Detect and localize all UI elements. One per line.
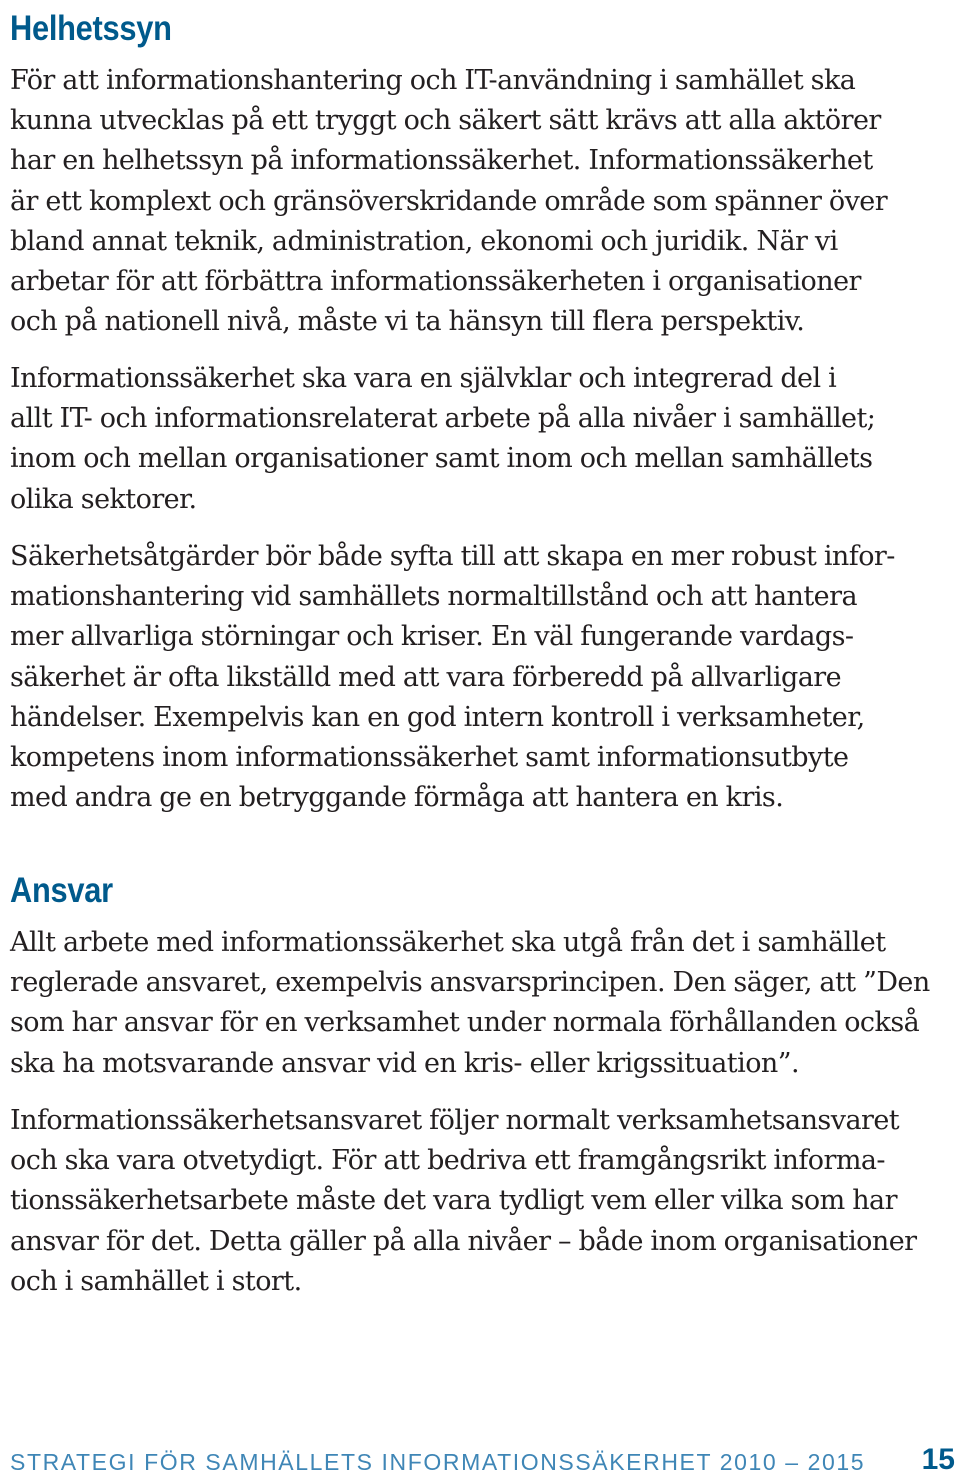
paragraph: Informationssäkerhetsansvaret följer normalt verksamhetsansvaret och ska vara otvetydigt. För att bedriva ett framgångsrikt informa- tionssäkerhetsarbete måste det vara tydligt vem eller vilka som har ansvar för det. Detta gäller på alla nivåer – både inom organisationer och i samhället i stort. [10, 1105, 917, 1297]
paragraph: Allt arbete med informationssäkerhet ska utgå från det i samhället reglerade ansvaret, exempelvis ansvarsprincipen. Den säger, att ”Den som har ansvar för en verksamhet under normala förhållanden också ska ha motsvarande ansvar vid en kris- eller krigssituation”. [10, 927, 930, 1079]
paragraph: Informationssäkerhet ska vara en självklar och integrerad del i allt IT- och informationsrelaterat arbete på alla nivåer i samhället; inom och mellan organisationer samt inom och mellan samhällets olika sektorer. [10, 363, 876, 515]
section-heading-helhetssyn: Helhetssyn [10, 9, 172, 48]
footer-title: STRATEGI FÖR SAMHÄLLETS INFORMATIONSSÄKERHET 2010 – 2015 [10, 1449, 866, 1475]
page-footer [10, 1444, 955, 1480]
page-number: 15 [921, 1443, 955, 1476]
section-heading-ansvar: Ansvar [10, 871, 113, 910]
paragraph: För att informationshantering och IT-användning i samhället ska kunna utvecklas på ett tryggt och säkert sätt krävs att alla aktörer har en helhetssyn på informationssäkerhet. Informationssäkerhet är ett komplext och gränsöverskridande område som spänner över bland annat teknik, administration, ekonomi och juridik. När vi arbetar för att förbättra informationssäkerheten i organisationer och på nationell nivå, måste vi ta hänsyn till flera perspektiv. [10, 65, 888, 338]
paragraph: Säkerhetsåtgärder bör både syfta till att skapa en mer robust infor- mationshantering vid samhällets normaltillstånd och att hantera mer allvarliga störningar och kriser. En väl fungerande vardags- säkerhet är ofta likställd med att vara förberedd på allvarligare händelser. Exempelvis kan en god intern kontroll i verksamheter, kompetens inom informationssäkerhet samt informationsutbyte med andra ge en betryggande förmåga att hantera en kris. [10, 541, 895, 814]
